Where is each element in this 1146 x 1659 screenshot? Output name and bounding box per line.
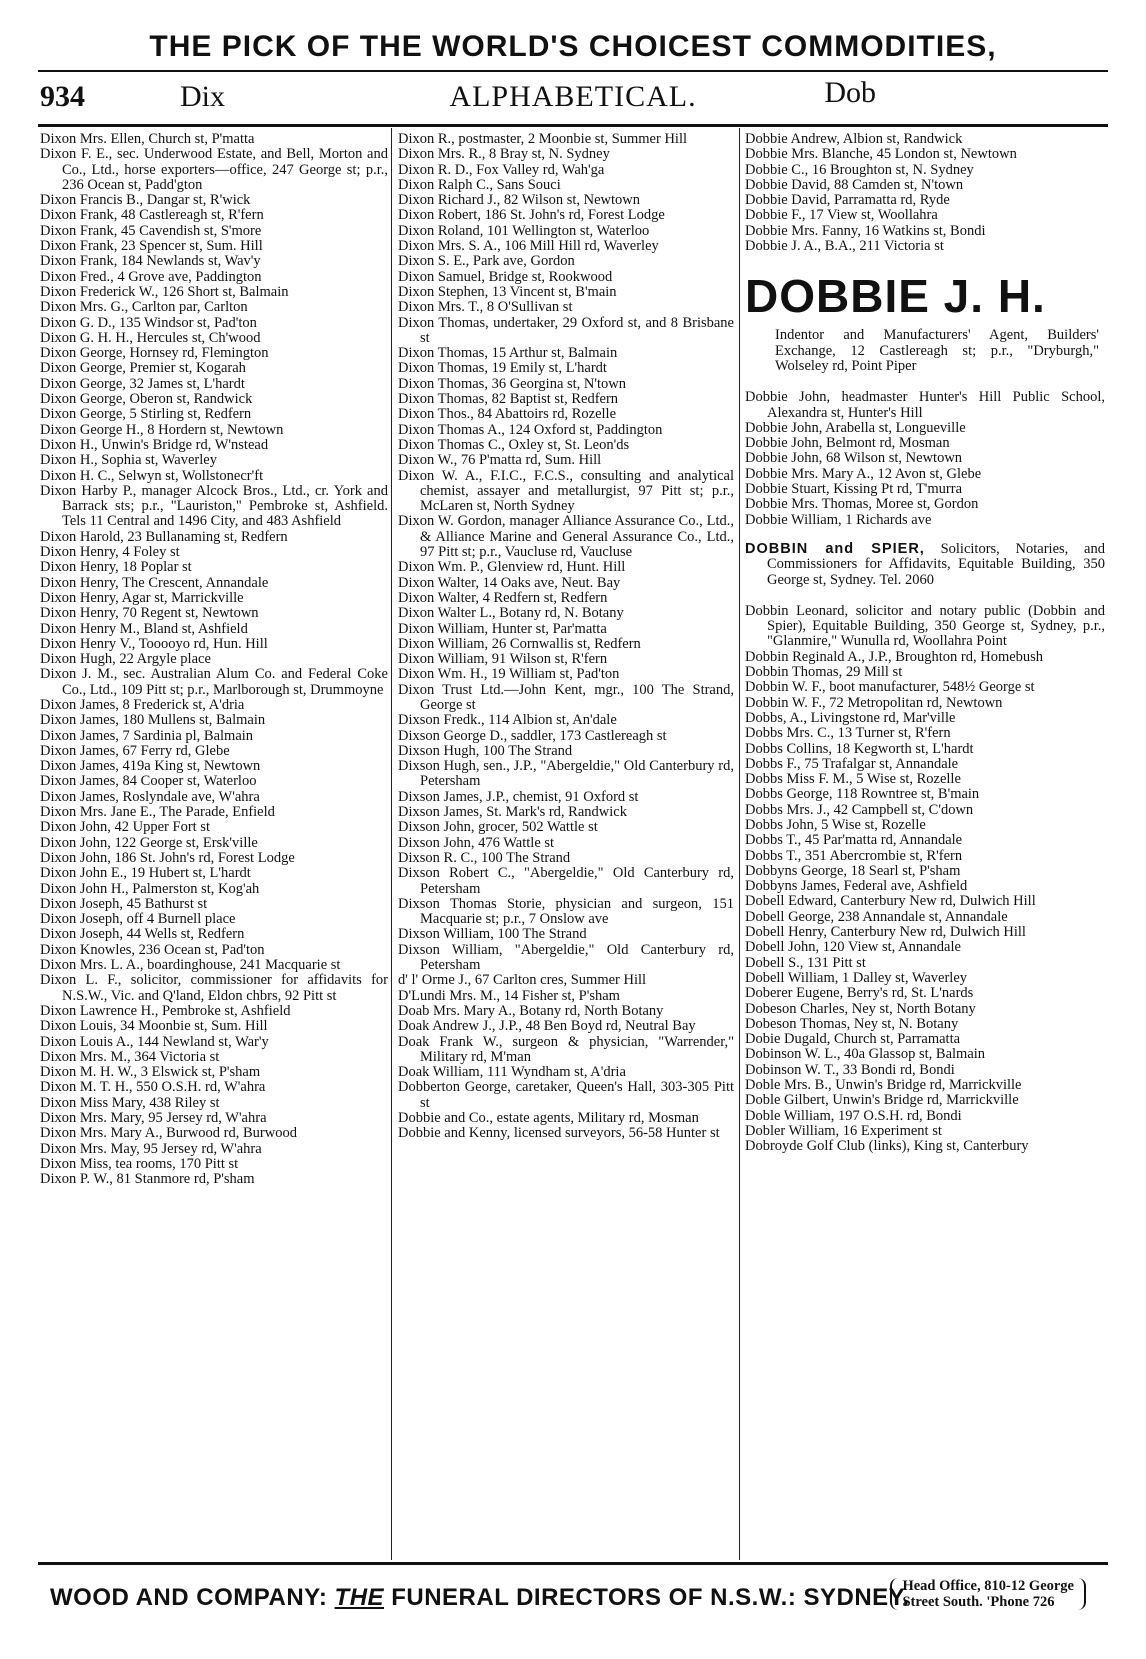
directory-entry: Dixon Thomas, 82 Baptist st, Redfern <box>398 391 619 408</box>
directory-entry: Doab Mrs. Mary A., Botany rd, North Botany <box>398 1002 664 1019</box>
directory-entry: Dixon James, 8 Frederick st, A'dria <box>40 696 245 713</box>
directory-entry: Dobell Henry, Canterbury New rd, Dulwich Hill <box>745 924 1026 941</box>
directory-entry: Dobbie David, 88 Camden st, N'town <box>745 176 964 193</box>
directory-entry: Dobbs F., 75 Trafalgar st, Annandale <box>745 755 959 772</box>
directory-entry: Dixon Louis, 34 Moonbie st, Sum. Hill <box>40 1018 268 1035</box>
directory-entry: Dixon Wm. H., 19 William st, Pad'ton <box>398 666 620 683</box>
directory-entry: Dobbs Collins, 18 Kegworth st, L'hardt <box>745 740 974 757</box>
directory-entry: Dixon John H., Palmerston st, Kog'ah <box>40 880 260 897</box>
directory-entry: Dobell Edward, Canterbury New rd, Dulwich Hill <box>745 893 1036 910</box>
directory-entry: Dobbs Miss F. M., 5 Wise st, Rozelle <box>745 771 961 788</box>
entries-dobbie-a <box>745 132 1105 254</box>
directory-entry: Dixon Joseph, off 4 Burnell place <box>40 911 236 928</box>
directory-entry: Dobbin W. F., 72 Metropolitan rd, Newtown <box>745 694 1003 711</box>
directory-entry: Dobbie John, headmaster Hunter's Hill Public School, Alexandra st, Hunter's Hill <box>745 389 1105 421</box>
directory-entry: Dixon M. T. H., 550 O.S.H. rd, W'ahra <box>40 1079 266 1096</box>
directory-entry: Dobbin Reginald A., J.P., Broughton rd, Homebush <box>745 648 1044 665</box>
dobbin-spier-entry <box>745 542 1105 588</box>
header-rule <box>38 124 1108 127</box>
directory-entry: Dixon Trust Ltd.—John Kent, mgr., 100 The Strand, George st <box>398 681 734 713</box>
directory-entry: Dixon Henry, Agar st, Marrickville <box>40 589 244 606</box>
page-header <box>40 76 1106 116</box>
directory-entry: Dixon Harold, 23 Bullanaming st, Redfern <box>40 528 288 545</box>
directory-entry: Dixon George, Hornsey rd, Flemington <box>40 345 269 362</box>
directory-entry: Dixon S. E., Park ave, Gordon <box>398 253 575 270</box>
directory-entry: Dixon James, Roslyndale ave, W'ahra <box>40 788 260 805</box>
directory-entry: Dobeson Charles, Ney st, North Botany <box>745 1000 976 1017</box>
directory-entry: Dobell George, 238 Annandale st, Annandale <box>745 908 1008 925</box>
directory-entry: Dobbie John, 68 Wilson st, Newtown <box>745 450 963 467</box>
directory-entry: Dixon Mrs. S. A., 106 Mill Hill rd, Waverley <box>398 238 659 255</box>
directory-entry: Dobbie and Co., estate agents, Military rd, Mosman <box>398 1110 699 1126</box>
directory-entry: Dixson Thomas Storie, physician and surgeon, 151 Macquarie st; p.r., 7 Onslow ave <box>398 895 734 928</box>
directory-entry: Dobell William, 1 Dalley st, Waverley <box>745 969 968 986</box>
directory-column-3 <box>745 132 1105 1552</box>
dobbie-jh-description: Indentor and Manufacturers' Agent, Builders' Exchange, 12 Castlereagh st; p.r., "Dryburgh," Wolseley rd, Point Piper <box>775 327 1099 374</box>
directory-entry: Dixon Frederick W., 126 Short st, Balmain <box>40 283 289 300</box>
directory-entry: Dixon Thomas, 19 Emily st, L'hardt <box>398 360 607 377</box>
directory-entry: Dixon William, 91 Wilson st, R'fern <box>398 651 608 668</box>
directory-entry: Dixon Mrs. May, 95 Jersey rd, W'ahra <box>40 1140 262 1157</box>
directory-entry: Dixon G. D., 135 Windsor st, Pad'ton <box>40 314 257 331</box>
directory-entry: Dixon John, 42 Upper Fort st <box>40 819 210 836</box>
directory-entry: Dixon Richard J., 82 Wilson st, Newtown <box>398 192 641 209</box>
directory-entry: Dixon Walter, 14 Oaks ave, Neut. Bay <box>398 574 621 591</box>
directory-entry: Dixson James, J.P., chemist, 91 Oxford st <box>398 788 639 805</box>
footer-business: FUNERAL DIRECTORS OF N.S.W.: SYDNEY. <box>384 1584 910 1611</box>
directory-entry: Dixon Ralph C., Sans Souci <box>398 176 561 193</box>
directory-entry: Dobbin Thomas, 29 Mill st <box>745 664 903 681</box>
directory-entry: Dobbie Mrs. Mary A., 12 Avon st, Glebe <box>745 465 982 482</box>
directory-entry: Dobbie Mrs. Fanny, 16 Watkins st, Bondi <box>745 222 986 239</box>
directory-entry: Dobinson W. L., 40a Glassop st, Balmain <box>745 1046 986 1063</box>
directory-entry: Dixon Stephen, 13 Vincent st, B'main <box>398 283 617 300</box>
directory-entry: Dixon Henry, 70 Regent st, Newtown <box>40 605 259 622</box>
directory-entry: Dobbin W. F., boot manufacturer, 548½ George st <box>745 679 1035 696</box>
directory-entry: Dixon John, 186 St. John's rd, Forest Lodge <box>40 849 295 866</box>
directory-entry: Dixon Harby P., manager Alcock Bros., Ltd., cr. York and Barrack sts; p.r., "Lauriston," Pembroke st, Ashfield. Tels 11 Central and 1496 City, and 483 Ashfield <box>40 482 388 530</box>
directory-entry: Dixon W. Gordon, manager Alliance Assurance Co., Ltd., & Alliance Marine and General Assurance Co., Ltd., 97 Pitt st; p.r., Vaucluse rd, Vaucluse <box>398 513 734 561</box>
directory-entry: Dobroyde Golf Club (links), King st, Canterbury <box>745 1138 1029 1155</box>
directory-entry: Dixon R. D., Fox Valley rd, Wah'ga <box>398 161 605 178</box>
directory-entry: Dixon Mrs. Mary, 95 Jersey rd, W'ahra <box>40 1110 267 1126</box>
directory-entry: Dobbs Mrs. J., 42 Campbell st, C'down <box>745 801 974 818</box>
directory-entry: Dobbie C., 16 Broughton st, N. Sydney <box>745 161 974 178</box>
directory-entry: Dixon Mrs. L. A., boardinghouse, 241 Macquarie st <box>40 957 341 974</box>
directory-entry: Dixon P. W., 81 Stanmore rd, P'sham <box>40 1171 255 1188</box>
directory-entry: Dixon James, 419a King st, Newtown <box>40 758 261 775</box>
directory-entry: Dixon James, 67 Ferry rd, Glebe <box>40 742 230 759</box>
directory-entry: Dobbie J. A., B.A., 211 Victoria st <box>745 238 944 255</box>
directory-entry: Dobbs T., 351 Abercrombie st, R'fern <box>745 847 963 864</box>
entries-dobbin-dobroyde <box>745 604 1105 1155</box>
directory-entry: Dixon Mrs. Ellen, Church st, P'matta <box>40 132 255 147</box>
directory-entry: Dixon George, Oberon st, Randwick <box>40 391 253 408</box>
directory-entry: Dixon George H., 8 Hordern st, Newtown <box>40 421 284 438</box>
top-rule <box>38 70 1108 72</box>
directory-entry: Dixson George D., saddler, 173 Castlereagh st <box>398 727 667 744</box>
directory-entry: Dobbie Andrew, Albion st, Randwick <box>745 132 963 147</box>
directory-entry: Dixon John, 122 George st, Ersk'ville <box>40 834 258 851</box>
directory-entry: Dixon William, 26 Cornwallis st, Redfern <box>398 635 641 652</box>
directory-entry: Dobeson Thomas, Ney st, N. Botany <box>745 1015 959 1032</box>
directory-entry: Dobbie F., 17 View st, Woollahra <box>745 207 938 224</box>
directory-entry: Dobbyns George, 18 Searl st, P'sham <box>745 862 961 879</box>
directory-entry: Dixon Lawrence H., Pembroke st, Ashfield <box>40 1002 291 1019</box>
directory-entry: Dixon Thomas, 36 Georgina st, N'town <box>398 375 627 392</box>
directory-entry: Dobbie John, Belmont rd, Mosman <box>745 435 950 452</box>
directory-entry: Dixon Mrs. Jane E., The Parade, Enfield <box>40 804 275 821</box>
footer-the: THE <box>334 1584 385 1611</box>
directory-entry: Dixon George, 5 Stirling st, Redfern <box>40 406 252 423</box>
left-guide-word: Dix <box>180 80 225 113</box>
directory-entry: Dixon John E., 19 Hubert st, L'hardt <box>40 865 251 882</box>
directory-entry: Dobbs Mrs. C., 13 Turner st, R'fern <box>745 725 951 742</box>
directory-entry: Dixson William, "Abergeldie," Old Canterbury rd, Petersham <box>398 941 734 974</box>
directory-entry: Dobbs George, 118 Rowntree st, B'main <box>745 786 980 803</box>
column-divider <box>739 128 740 1560</box>
directory-entry: Dixon F. E., sec. Underwood Estate, and Bell, Morton and Co., Ltd., horse exporters—office, 247 George st; p.r., 236 Ocean st, Padd'gton <box>40 146 388 193</box>
directory-entry: Dixon George, Premier st, Kogarah <box>40 360 246 377</box>
directory-entry: Dixon J. M., sec. Australian Alum Co. and Federal Coke Co., Ltd., 109 Pitt st; p.r., Marlborough st, Drummoyne <box>40 666 388 698</box>
dobbin-spier-text: Solicitors, Notaries, and Commissioners for Affidavits, Equitable Building, 350 George st, Sydney. Tel. 2060 <box>767 540 1105 588</box>
directory-entry: Dixon Wm. P., Glenview rd, Hunt. Hill <box>398 559 626 576</box>
footer-company: WOOD AND COMPANY: <box>50 1584 335 1611</box>
directory-column-1 <box>40 132 388 1552</box>
directory-entry: Dixson John, grocer, 502 Wattle st <box>398 819 598 836</box>
dobbie-jh-display-name: DOBBIE J. H. <box>745 270 1046 323</box>
directory-entry: Doak Frank W., surgeon & physician, "Warrender," Military rd, M'man <box>398 1033 734 1065</box>
directory-entry: Dixon Samuel, Bridge st, Rookwood <box>398 268 613 285</box>
office-line-2: Street South. 'Phone 726 <box>902 1594 1055 1610</box>
directory-entry: Dixon Knowles, 236 Ocean st, Pad'ton <box>40 941 265 958</box>
directory-entry: Dobbs, A., Livingstone rd, Mar'ville <box>745 709 956 726</box>
right-guide-word: Dob <box>824 76 876 109</box>
directory-entry: d' l' Orme J., 67 Carlton cres, Summer Hill <box>398 972 647 989</box>
directory-entry: Dixson Hugh, sen., J.P., "Abergeldie," Old Canterbury rd, Petersham <box>398 758 734 790</box>
directory-entry: Dobbs T., 45 Par'matta rd, Annandale <box>745 832 963 849</box>
entries-dobbie-b <box>745 390 1105 528</box>
directory-entry: Dobbin Leonard, solicitor and notary public (Dobbin and Spier), Equitable Building, 350 George st, Sydney, p.r., "Glanmire," Wunulla rd, Woollahra Point <box>745 602 1105 650</box>
directory-entry: Dixon W. A., F.I.C., F.C.S., consulting and analytical chemist, assayer and metallurgist, 97 Pitt st; p.r., McLaren st, North Sydney <box>398 467 734 515</box>
directory-entry: Dobbie Mrs. Blanche, 45 London st, Newtown <box>745 146 1017 163</box>
directory-entry: Dixon Thomas A., 124 Oxford st, Paddington <box>398 421 663 438</box>
directory-entry: Dobler William, 16 Experiment st <box>745 1122 942 1139</box>
directory-entry: Dixon Thomas C., Oxley st, St. Leon'ds <box>398 436 630 453</box>
directory-entry: Dixon Henry, 18 Poplar st <box>40 559 192 576</box>
directory-entry: Dixon Frank, 45 Cavendish st, S'more <box>40 222 262 239</box>
directory-entry: Dixson Hugh, 100 The Strand <box>398 742 573 759</box>
directory-entry: Dixon Henry V., Tooooyo rd, Hun. Hill <box>40 635 268 652</box>
directory-entry: Dixon James, 7 Sardinia pl, Balmain <box>40 727 254 744</box>
footer-slogan <box>50 1584 910 1612</box>
directory-entry: Dixon Henry M., Bland st, Ashfield <box>40 620 248 637</box>
directory-entry: Dixon Roland, 101 Wellington st, Waterloo <box>398 222 650 239</box>
directory-entry: Dixon H., Unwin's Bridge rd, W'nstead <box>40 436 269 453</box>
directory-entry: Dixon James, 84 Cooper st, Waterloo <box>40 773 257 790</box>
directory-entry: Dixson James, St. Mark's rd, Randwick <box>398 804 627 821</box>
directory-entry: Dobbie David, Parramatta rd, Ryde <box>745 192 950 209</box>
directory-entry: Doble William, 197 O.S.H. rd, Bondi <box>745 1107 962 1124</box>
directory-entry: Dixon Miss Mary, 438 Riley st <box>40 1094 220 1111</box>
directory-entry: Dixon G. H. H., Hercules st, Ch'wood <box>40 329 261 346</box>
footer-rule <box>38 1562 1108 1565</box>
directory-entry: Dixon R., postmaster, 2 Moonbie st, Summer Hill <box>398 132 688 147</box>
directory-entry: Dixon Walter, 4 Redfern st, Redfern <box>398 589 608 606</box>
directory-entry: Dixon Robert, 186 St. John's rd, Forest Lodge <box>398 207 665 224</box>
directory-entry: Dixon Frank, 184 Newlands st, Wav'y <box>40 253 261 270</box>
dobbin-spier-name: DOBBIN and SPIER, <box>745 540 925 557</box>
directory-entry: Dixon Thos., 84 Abattoirs rd, Rozelle <box>398 406 617 423</box>
directory-entry: Dixon Joseph, 44 Wells st, Redfern <box>40 926 245 943</box>
directory-entry: Dixon L. F., solicitor, commissioner for affidavits for N.S.W., Vic. and Q'land, Eldon chbrs, 92 Pitt st <box>40 972 388 1004</box>
directory-entry: Dixson John, 476 Wattle st <box>398 834 555 851</box>
directory-entry: Doak Andrew J., J.P., 48 Ben Boyd rd, Neutral Bay <box>398 1018 696 1035</box>
directory-entry: Dobie Dugald, Church st, Parramatta <box>745 1031 961 1048</box>
directory-entry: Dixon Walter L., Botany rd, N. Botany <box>398 605 624 622</box>
directory-entry: Dixson William, 100 The Strand <box>398 926 587 943</box>
directory-entry: Dixson Fredk., 114 Albion st, An'dale <box>398 712 617 729</box>
directory-entry: Dobbs John, 5 Wise st, Rozelle <box>745 816 926 833</box>
directory-entry: Dixon Francis B., Dangar st, R'wick <box>40 192 251 209</box>
directory-entry: Doak William, 111 Wyndham st, A'dria <box>398 1064 626 1081</box>
directory-entry: Dobbie Mrs. Thomas, Moree st, Gordon <box>745 496 979 513</box>
directory-entry: Dixon George, 32 James st, L'hardt <box>40 375 245 392</box>
directory-entry: Dixon Frank, 23 Spencer st, Sum. Hill <box>40 238 263 255</box>
directory-entry: Doberer Eugene, Berry's rd, St. L'nards <box>745 985 974 1002</box>
directory-entry: Dobbie William, 1 Richards ave <box>745 511 932 528</box>
directory-entry: Dixon Mrs. Mary A., Burwood rd, Burwood <box>40 1125 297 1142</box>
directory-column-2 <box>398 132 734 1552</box>
directory-entry: Dobinson W. T., 33 Bondi rd, Bondi <box>745 1061 955 1078</box>
directory-entry: Dixon Mrs. R., 8 Bray st, N. Sydney <box>398 146 610 163</box>
directory-entry: Dixon William, Hunter st, Par'matta <box>398 620 607 637</box>
directory-entry: Dobbyns James, Federal ave, Ashfield <box>745 878 968 895</box>
section-title: ALPHABETICAL. <box>449 80 697 113</box>
directory-entry: Dixon Hugh, 22 Argyle place <box>40 651 211 668</box>
directory-entry: D'Lundi Mrs. M., 14 Fisher st, P'sham <box>398 987 620 1004</box>
directory-entry: Doble Mrs. B., Unwin's Bridge rd, Marrickville <box>745 1077 1022 1094</box>
directory-entry: Dobberton George, caretaker, Queen's Hall, 303-305 Pitt st <box>398 1079 734 1111</box>
directory-entry: Dobell John, 120 View st, Annandale <box>745 939 961 956</box>
directory-entry: Dixon Henry, 4 Foley st <box>40 544 180 561</box>
directory-entry: Dixon H. C., Selwyn st, Wollstonecr'ft <box>40 467 264 484</box>
directory-entry: Dixon Henry, The Crescent, Annandale <box>40 574 269 591</box>
top-banner-advertisement: THE PICK OF THE WORLD'S CHOICEST COMMODITIES, <box>149 30 997 63</box>
directory-entry: Dobbie Stuart, Kissing Pt rd, T'murra <box>745 481 963 498</box>
directory-entry: Dixon Mrs. G., Carlton par, Carlton <box>40 299 248 316</box>
directory-entry: Dixon Miss, tea rooms, 170 Pitt st <box>40 1155 239 1172</box>
page-number: 934 <box>40 80 85 113</box>
footer-office-address <box>890 1578 1086 1610</box>
directory-entry: Dixon Louis A., 144 Newland st, War'y <box>40 1033 269 1050</box>
directory-entry: Dixon Mrs. T., 8 O'Sullivan st <box>398 299 573 316</box>
column-divider <box>391 128 392 1560</box>
directory-entry: Dobbie John, Arabella st, Longueville <box>745 419 966 436</box>
directory-entry: Dixon H., Sophia st, Waverley <box>40 452 217 469</box>
directory-entry: Dixon Joseph, 45 Bathurst st <box>40 895 208 912</box>
directory-entry: Dixon Frank, 48 Castlereagh st, R'fern <box>40 207 264 224</box>
directory-entry: Dixson R. C., 100 The Strand <box>398 849 571 866</box>
office-line-1: Head Office, 810-12 George <box>902 1578 1074 1594</box>
directory-entry: Dixon Fred., 4 Grove ave, Paddington <box>40 268 262 285</box>
directory-entry: Dixon W., 76 P'matta rd, Sum. Hill <box>398 452 602 469</box>
directory-entry: Dixson Robert C., "Abergeldie," Old Canterbury rd, Petersham <box>398 865 734 897</box>
directory-entry: Dobbie and Kenny, licensed surveyors, 56-58 Hunter st <box>398 1125 720 1142</box>
footer-advertisement <box>40 1578 1106 1628</box>
directory-entry: Dixon Thomas, undertaker, 29 Oxford st, and 8 Brisbane st <box>398 314 734 346</box>
directory-entry: Dixon Thomas, 15 Arthur st, Balmain <box>398 345 618 362</box>
directory-entry: Dixon Mrs. M., 364 Victoria st <box>40 1048 220 1065</box>
directory-entry: Dixon James, 180 Mullens st, Balmain <box>40 712 266 729</box>
directory-entry: Dobell S., 131 Pitt st <box>745 954 866 971</box>
directory-entry: Dixon M. H. W., 3 Elswick st, P'sham <box>40 1064 261 1081</box>
directory-entry: Doble Gilbert, Unwin's Bridge rd, Marrickville <box>745 1092 1019 1109</box>
